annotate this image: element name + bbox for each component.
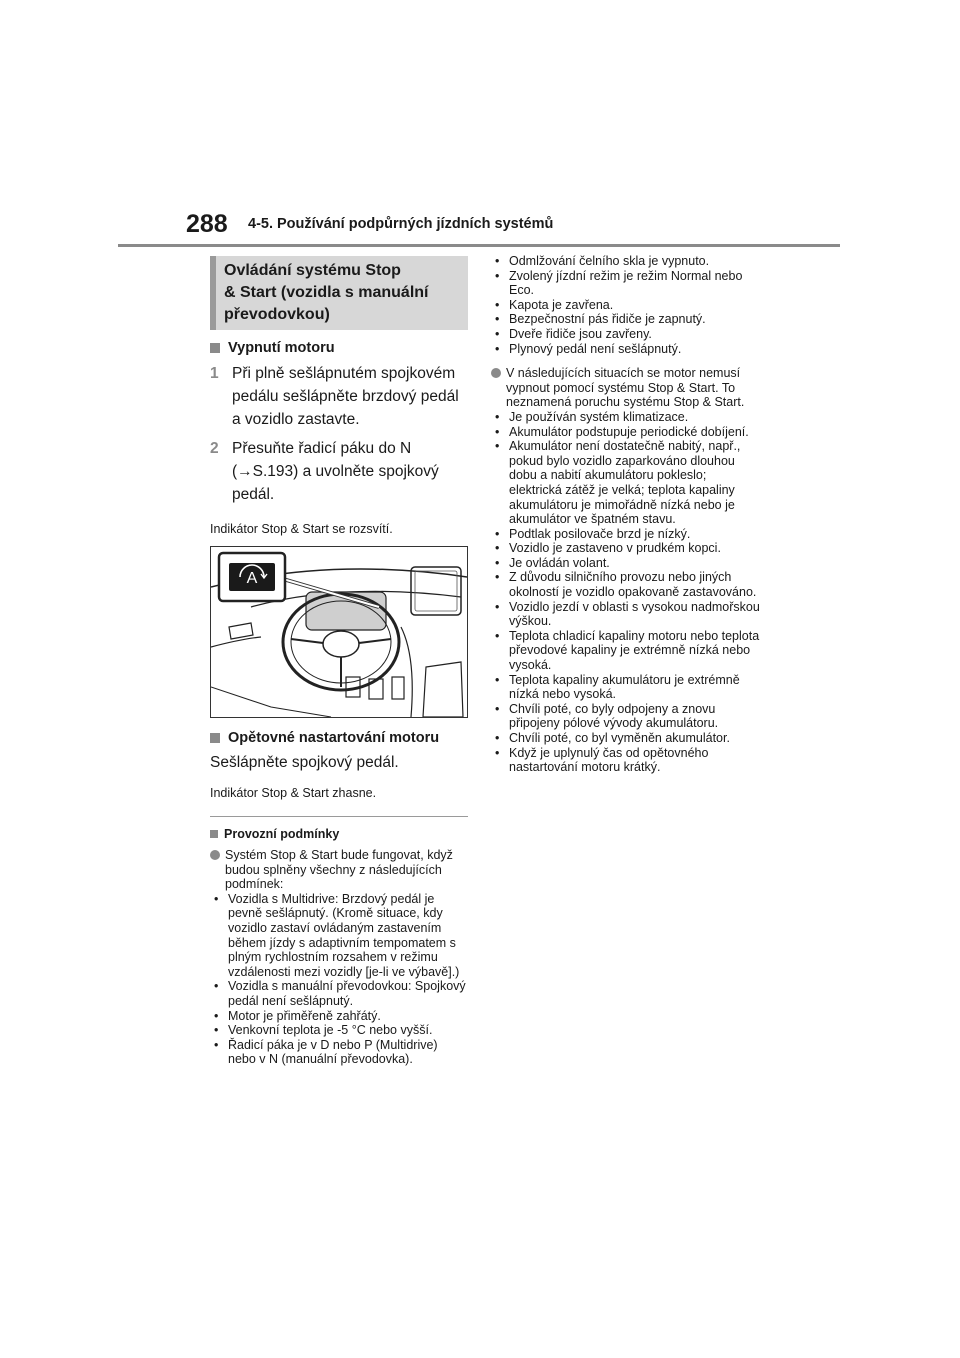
restart-engine-heading-text: Opětovné nastartování motoru bbox=[228, 730, 440, 746]
restart-indicator-note: Indikátor Stop & Start zhasne. bbox=[210, 786, 377, 800]
section-title-box bbox=[210, 256, 468, 330]
step-text: Při plně sešlápnutém spojkovém pedálu sešlápněte brzdový pedál a vozidlo zastavte. bbox=[232, 365, 459, 428]
situations-intro-text: V následujících situacích se motor nemusí vypnout pomocí systému Stop & Start. To neznamená poruchu systému Stop & Start. bbox=[506, 366, 745, 410]
step-text: Přesuňte řadicí páku do N (→S.193) a uvolněte spojkový pedál. bbox=[232, 440, 439, 503]
list-item: • Akumulátor není dostatečně nabitý, např., pokud bylo vozidlo zaparkováno dlouhou dobu a nabití akumulátoru pokleslo; elektrická zátěž je velká; teplota kapaliny akumulátoru je mimořádně nízká nebo je akumulátor ve špatném stavu. bbox=[491, 439, 761, 527]
situations-list bbox=[491, 410, 761, 775]
list-item: • Akumulátor podstupuje periodické dobíjení. bbox=[491, 425, 761, 440]
section-title-line: & Start (vozidla s manuální bbox=[224, 284, 429, 301]
left-column bbox=[210, 256, 468, 1067]
list-item: • Motor je přiměřeně zahřátý. bbox=[210, 1009, 468, 1024]
restart-instruction: Sešlápněte spojkový pedál. bbox=[210, 754, 399, 771]
step-number: 2 bbox=[210, 440, 219, 457]
square-bullet-icon bbox=[210, 733, 220, 743]
dashboard-illustration bbox=[210, 546, 468, 718]
list-item: • Chvíli poté, co byly odpojeny a znovu připojeny pólové vývody akumulátoru. bbox=[491, 702, 761, 731]
list-item: • Když je uplynulý čas od opětovného nastartování motoru krátký. bbox=[491, 746, 761, 775]
list-item: • Chvíli poté, co byl vyměněn akumulátor. bbox=[491, 731, 761, 746]
square-bullet-icon bbox=[210, 830, 218, 838]
section-divider bbox=[210, 816, 468, 817]
situations-intro bbox=[491, 366, 761, 410]
square-bullet-icon bbox=[210, 343, 220, 353]
list-item: • Vozidla s Multidrive: Brzdový pedál je pevně sešlápnutý. (Kromě situace, kdy vozidlo zastaví ovládaným zastavením během jízdy s adaptivním tempomatem s plným rychlostním rozsahem v režimu vzdálenosti mezi vozidly [je-li ve výbavě].) bbox=[210, 892, 468, 980]
list-item: • Řadicí páka je v D nebo P (Multidrive) nebo v N (manuální převodovka). bbox=[210, 1038, 468, 1067]
list-item: • Vozidlo je zastaveno v prudkém kopci. bbox=[491, 541, 761, 556]
circle-bullet-icon bbox=[210, 850, 220, 860]
page-number: 288 bbox=[186, 210, 228, 238]
list-item: • Zvolený jízdní režim je režim Normal nebo Eco. bbox=[491, 269, 761, 298]
list-item: • Plynový pedál není sešlápnutý. bbox=[491, 342, 761, 357]
conditions-list-continued bbox=[491, 254, 761, 356]
stop-engine-heading-text: Vypnutí motoru bbox=[228, 340, 335, 356]
list-item: • Venkovní teplota je -5 °C nebo vyšší. bbox=[210, 1023, 468, 1038]
list-item: • Podtlak posilovače brzd je nízký. bbox=[491, 527, 761, 542]
section-title-line: převodovkou) bbox=[224, 306, 330, 323]
list-item: • Je používán systém klimatizace. bbox=[491, 410, 761, 425]
list-item: • Je ovládán volant. bbox=[491, 556, 761, 571]
step-item bbox=[210, 437, 468, 506]
list-item: • Odmlžování čelního skla je vypnuto. bbox=[491, 254, 761, 269]
list-item: • Teplota kapaliny akumulátoru je extrémně nízká nebo vysoká. bbox=[491, 673, 761, 702]
dashboard-drawing bbox=[211, 547, 467, 717]
stop-engine-heading bbox=[210, 340, 468, 356]
stop-indicator-note: Indikátor Stop & Start se rozsvítí. bbox=[210, 522, 393, 536]
list-item: • Dveře řidiče jsou zavřeny. bbox=[491, 327, 761, 342]
list-item: • Teplota chladicí kapaliny motoru nebo teplota převodové kapaliny je extrémně nízká nebo vysoká. bbox=[491, 629, 761, 673]
conditions-intro bbox=[210, 848, 468, 892]
list-item: • Z důvodu silničního provozu nebo jiných okolností je vozidlo opakovaně zastavováno. bbox=[491, 570, 761, 599]
restart-engine-heading bbox=[210, 730, 468, 746]
conditions-list bbox=[210, 892, 468, 1067]
step-number: 1 bbox=[210, 365, 219, 382]
indicator-label: A bbox=[246, 570, 258, 587]
step-item bbox=[210, 362, 468, 431]
conditions-heading-text: Provozní podmínky bbox=[224, 827, 340, 841]
chapter-title: 4-5. Používání podpůrných jízdních systémů bbox=[248, 216, 554, 232]
list-item: • Vozidla s manuální převodovkou: Spojkový pedál není sešlápnutý. bbox=[210, 979, 468, 1008]
list-item: • Kapota je zavřena. bbox=[491, 298, 761, 313]
section-title-line: Ovládání systému Stop bbox=[224, 262, 401, 279]
header-divider bbox=[118, 244, 840, 247]
list-item: • Vozidlo jezdí v oblasti s vysokou nadmořskou výškou. bbox=[491, 600, 761, 629]
conditions-heading bbox=[210, 827, 468, 841]
list-item: • Bezpečnostní pás řidiče je zapnutý. bbox=[491, 312, 761, 327]
circle-bullet-icon bbox=[491, 368, 501, 378]
conditions-intro-text: Systém Stop & Start bude fungovat, když budou splněny všechny z následujících podmínek: bbox=[225, 848, 453, 892]
right-column bbox=[491, 254, 761, 775]
